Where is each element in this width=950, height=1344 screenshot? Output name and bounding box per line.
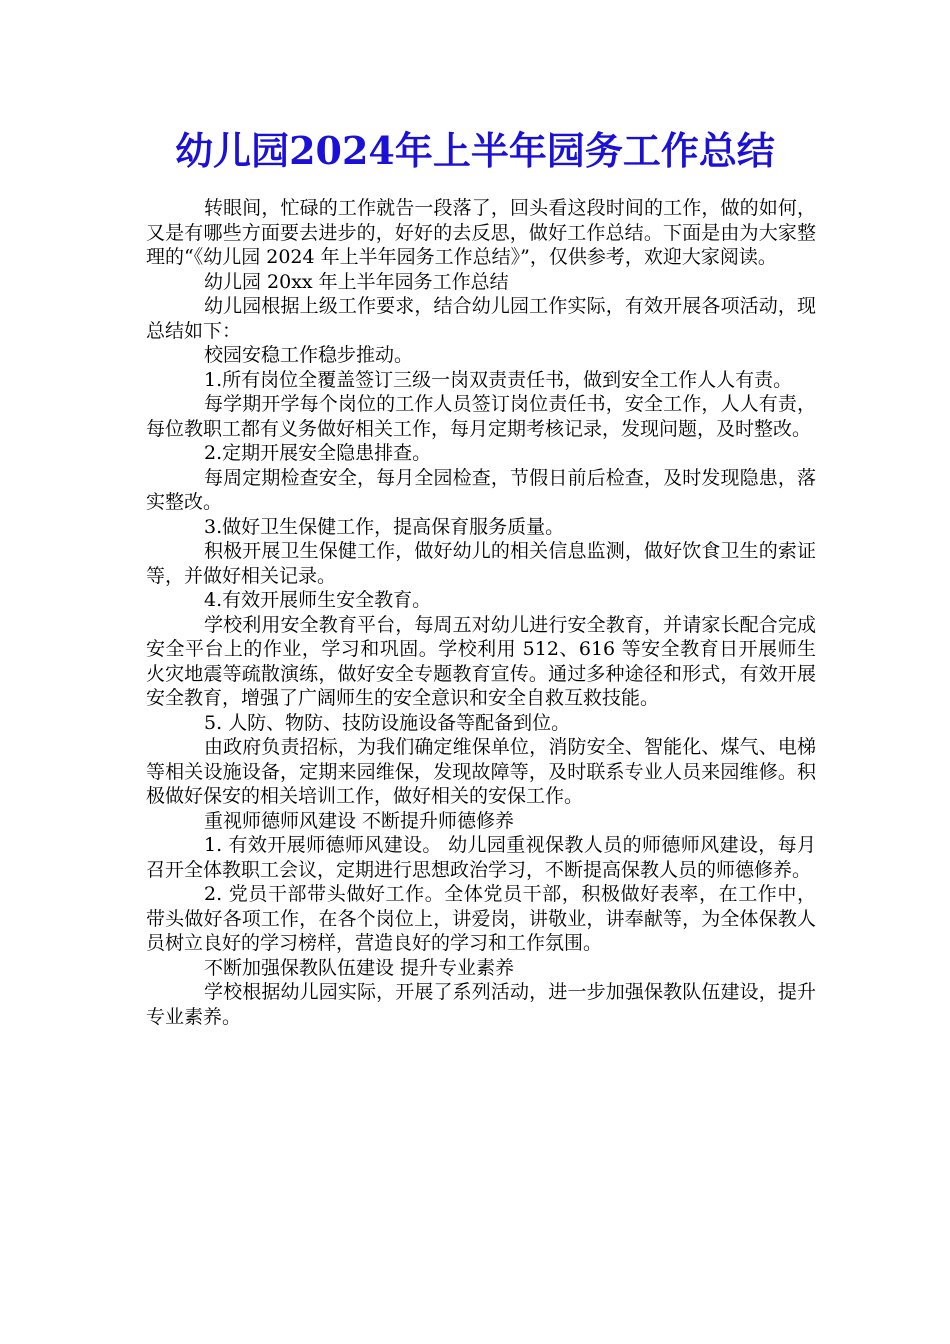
section-heading: 不断加强保教队伍建设 提升专业素养 [204, 956, 515, 979]
document-body [146, 196, 816, 1029]
list-item: 4.有效开展师生安全教育。 [204, 589, 432, 611]
list-item: 2.定期开展安全隐患排查。 [204, 442, 432, 464]
paragraph: 积极开展卫生保健工作，做好幼儿的相关信息监测，做好饮食卫生的索证等，并做好相关记录。 [146, 540, 816, 587]
paragraph: 学校利用安全教育平台，每周五对幼儿进行安全教育，并请家长配合完成安全平台上的作业，学习和巩固。学校利用 512、616 等安全教育日开展师生火灾地震等疏散演练，做好安全专题教育宣传。通过多种途径和形式，有效开展安全教育，增强了广阔师生的安全意识和安全自救互救技能。 [146, 613, 816, 709]
paragraph: 每学期开学每个岗位的工作人员签订岗位责任书，安全工作，人人有责，每位教职工都有义务做好相关工作，每月定期考核记录，发现问题，及时整改。 [146, 393, 816, 440]
list-item: 2. 党员干部带头做好工作。全体党员干部，积极做好表率，在工作中，带头做好各项工作，在各个岗位上，讲爱岗，讲敬业，讲奉献等，为全体保教人员树立良好的学习榜样，营造良好的学习和工作氛围。 [146, 883, 816, 954]
paragraph: 学校根据幼儿园实际，开展了系列活动，进一步加强保教队伍建设，提升专业素养。 [146, 981, 816, 1028]
list-item: 3.做好卫生保健工作，提高保育服务质量。 [204, 515, 565, 538]
paragraph-subtitle: 幼儿园 20xx 年上半年园务工作总结 [204, 270, 509, 293]
list-item: 1. 有效开展师德师风建设。 幼儿园重视保教人员的师德师风建设，每月召开全体教职工会议，定期进行思想政治学习，不断提高保教人员的师德修养。 [146, 834, 816, 881]
paragraph: 幼儿园根据上级工作要求，结合幼儿园工作实际，有效开展各项活动，现总结如下： [146, 295, 816, 342]
document-title: 幼儿园2024年上半年园务工作总结 [175, 128, 775, 173]
paragraph: 由政府负责招标，为我们确定维保单位，消防安全、智能化、煤气、电梯等相关设施设备，定期来园维保，发现故障等，及时联系专业人员来园维修。积极做好保安的相关培训工作，做好相关的安保工作。 [146, 736, 816, 807]
paragraph-intro: 转眼间，忙碌的工作就告一段落了，回头看这段时间的工作，做的如何，又是有哪些方面要去进步的，好好的去反思，做好工作总结。下面是由为大家整理的“《幼儿园 2024 年上半年园务工作总结》”，仅供参考，欢迎大家阅读。 [146, 197, 816, 268]
paragraph: 每周定期检查安全，每月全园检查，节假日前后检查，及时发现隐患，落实整改。 [146, 466, 816, 513]
list-item: 1.所有岗位全覆盖签订三级一岗双责责任书，做到安全工作人人有责。 [204, 368, 793, 391]
section-heading: 校园安稳工作稳步推动。 [204, 344, 414, 366]
section-heading: 重视师德师风建设 不断提升师德修养 [204, 809, 515, 832]
list-item: 5. 人防、物防、技防设施设备等配备到位。 [204, 711, 571, 734]
